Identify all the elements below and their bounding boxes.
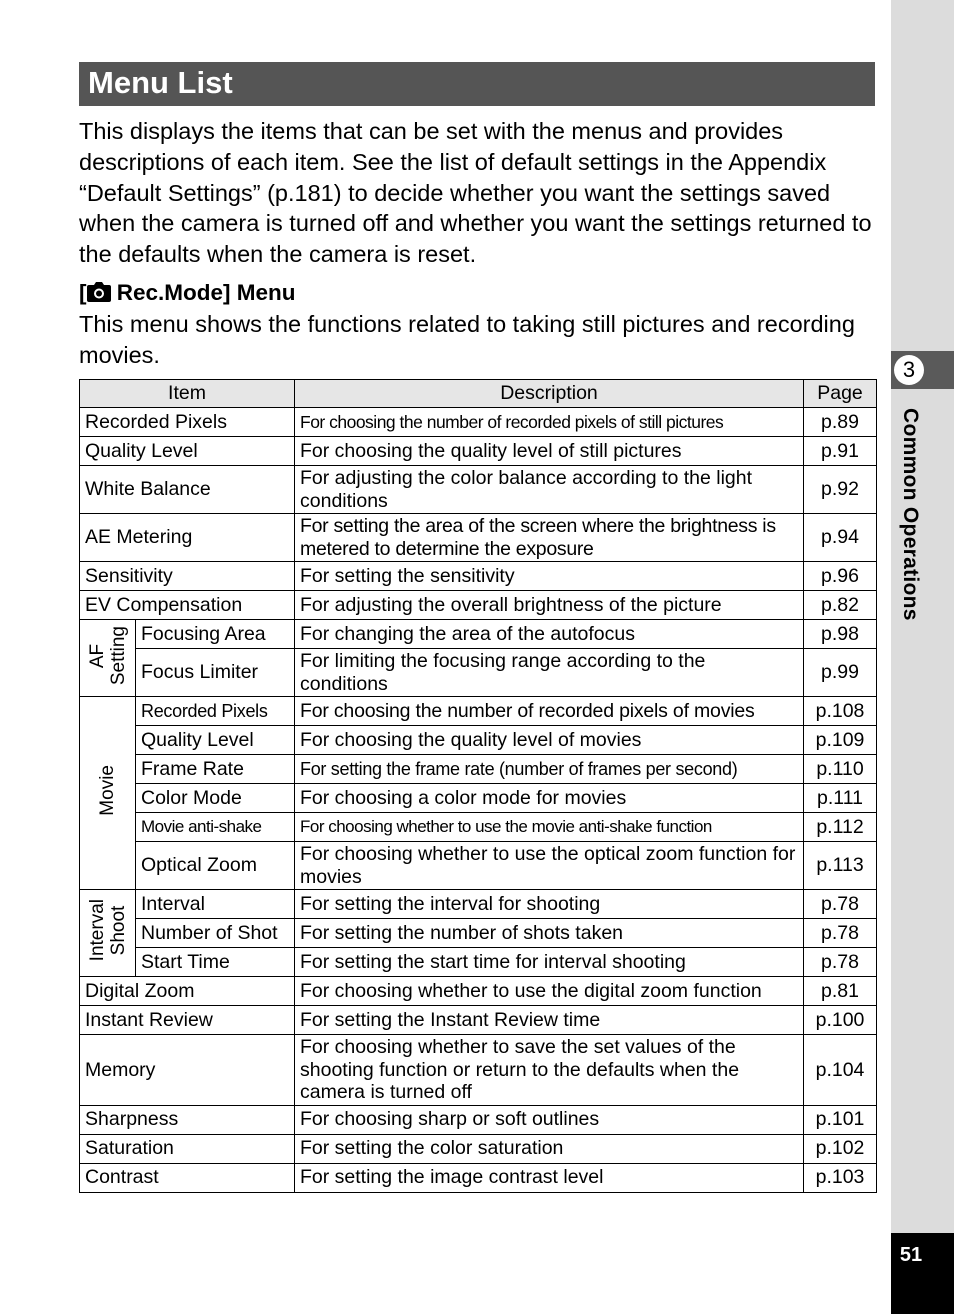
row-item: Focus Limiter (136, 649, 295, 697)
heading-bracket: [ (79, 280, 87, 305)
table-row (80, 1035, 877, 1106)
row-description: For choosing the number of recorded pixels of movies (295, 697, 804, 726)
group-label-line: AF (86, 643, 108, 668)
table-row (80, 1105, 877, 1134)
row-item: Movie anti-shake (136, 813, 295, 842)
group-label-line: Interval (86, 899, 108, 962)
header-description: Description (295, 380, 804, 408)
row-description: For setting the color saturation (295, 1134, 804, 1163)
row-page: p.78 (804, 919, 877, 948)
table-row (80, 514, 877, 562)
table-row (80, 890, 877, 919)
row-page: p.99 (804, 649, 877, 697)
row-description: For changing the area of the autofocus (295, 620, 804, 649)
table-row (80, 977, 877, 1006)
header-item: Item (80, 380, 295, 408)
table-row (80, 697, 877, 726)
row-page: p.78 (804, 948, 877, 977)
header-page: Page (804, 380, 877, 408)
row-item: Sharpness (80, 1105, 295, 1134)
row-item: Frame Rate (136, 755, 295, 784)
row-item: Color Mode (136, 784, 295, 813)
row-page: p.92 (804, 466, 877, 514)
row-page: p.89 (804, 408, 877, 437)
heading-text: Rec.Mode] Menu (110, 280, 296, 305)
row-description: For setting the interval for shooting (295, 890, 804, 919)
row-item: Recorded Pixels (136, 697, 295, 726)
page-number: 51 (899, 1244, 923, 1266)
table-row (80, 948, 877, 977)
row-description: For setting the number of shots taken (295, 919, 804, 948)
row-page: p.82 (804, 591, 877, 620)
row-description: For choosing sharp or soft outlines (295, 1105, 804, 1134)
row-page: p.110 (804, 755, 877, 784)
table-row (80, 1134, 877, 1163)
page-title: Menu List (88, 65, 233, 100)
table-row (80, 919, 877, 948)
row-description: For choosing whether to use the optical zoom function for movies (295, 842, 804, 890)
table-row (80, 649, 877, 697)
row-page: p.81 (804, 977, 877, 1006)
row-page: p.96 (804, 562, 877, 591)
row-page: p.113 (804, 842, 877, 890)
row-item: Quality Level (136, 726, 295, 755)
row-page: p.102 (804, 1134, 877, 1163)
row-description: For choosing a color mode for movies (295, 784, 804, 813)
row-page: p.101 (804, 1105, 877, 1134)
row-item: Saturation (80, 1134, 295, 1163)
row-description: For setting the Instant Review time (295, 1006, 804, 1035)
group-label-interval-shoot (80, 890, 136, 977)
row-page: p.108 (804, 697, 877, 726)
row-item: Start Time (136, 948, 295, 977)
row-description: For choosing whether to use the movie anti-shake function (295, 813, 804, 842)
table-row (80, 408, 877, 437)
table-header-row (80, 380, 877, 408)
row-description: For adjusting the color balance according to the light conditions (295, 466, 804, 514)
group-label-line: Movie (97, 764, 118, 816)
group-label-af-setting (80, 620, 136, 697)
menu-table (79, 379, 877, 1193)
row-page: p.94 (804, 514, 877, 562)
row-page: p.91 (804, 437, 877, 466)
table-row (80, 842, 877, 890)
row-item: Focusing Area (136, 620, 295, 649)
chapter-title: Common Operations (899, 408, 922, 621)
row-description: For setting the sensitivity (295, 562, 804, 591)
row-page: p.78 (804, 890, 877, 919)
camera-icon (87, 281, 111, 309)
row-item: Digital Zoom (80, 977, 295, 1006)
row-description: For choosing the quality level of movies (295, 726, 804, 755)
group-label-movie (80, 697, 136, 890)
row-item: Interval (136, 890, 295, 919)
row-description: For setting the image contrast level (295, 1163, 804, 1192)
row-description: For choosing whether to save the set values of the shooting function or return to the defaults when the camera is turned off (295, 1035, 804, 1106)
row-description: For choosing the quality level of still pictures (295, 437, 804, 466)
row-description: For choosing whether to use the digital zoom function (295, 977, 804, 1006)
row-item: AE Metering (80, 514, 295, 562)
row-page: p.111 (804, 784, 877, 813)
row-description: For adjusting the overall brightness of the picture (295, 591, 804, 620)
row-description: For setting the frame rate (number of frames per second) (295, 755, 804, 784)
title-bar (79, 62, 875, 106)
row-item: Sensitivity (80, 562, 295, 591)
row-item: White Balance (80, 466, 295, 514)
row-description: For setting the start time for interval shooting (295, 948, 804, 977)
row-item: Contrast (80, 1163, 295, 1192)
section-heading (79, 279, 296, 309)
row-item: Recorded Pixels (80, 408, 295, 437)
table-row (80, 1006, 877, 1035)
row-item: Instant Review (80, 1006, 295, 1035)
table-row (80, 1163, 877, 1192)
table-row (80, 437, 877, 466)
row-page: p.103 (804, 1163, 877, 1192)
group-label-line: Setting (107, 625, 129, 685)
row-description: For choosing the number of recorded pixels of still pictures (295, 408, 804, 437)
table-row (80, 784, 877, 813)
intro-paragraph: This displays the items that can be set with the menus and provides descriptions of each item. See the list of default settings in the Appendix “Default Settings” (p.181) to decide whether you want the settings saved when the camera is turned off and whether you want the settings returned to the defaults when the camera is reset. (79, 118, 872, 268)
chapter-number: 3 (894, 355, 924, 385)
table-row (80, 726, 877, 755)
table-row (80, 755, 877, 784)
row-page: p.112 (804, 813, 877, 842)
row-page: p.109 (804, 726, 877, 755)
row-item: Number of Shot (136, 919, 295, 948)
row-description: For setting the area of the screen where the brightness is metered to determine the exposure (295, 514, 804, 562)
row-page: p.100 (804, 1006, 877, 1035)
table-row (80, 591, 877, 620)
row-description: For limiting the focusing range according to the conditions (295, 649, 804, 697)
row-page: p.104 (804, 1035, 877, 1106)
section-description: This menu shows the functions related to taking still pictures and recording movies. (79, 311, 855, 368)
row-page: p.98 (804, 620, 877, 649)
row-item: EV Compensation (80, 591, 295, 620)
table-row (80, 620, 877, 649)
group-label-line: Shoot (107, 905, 129, 956)
row-item: Optical Zoom (136, 842, 295, 890)
table-row (80, 813, 877, 842)
chapter-sidebar (891, 0, 954, 1314)
row-item: Quality Level (80, 437, 295, 466)
table-row (80, 562, 877, 591)
row-item: Memory (80, 1035, 295, 1106)
table-row (80, 466, 877, 514)
